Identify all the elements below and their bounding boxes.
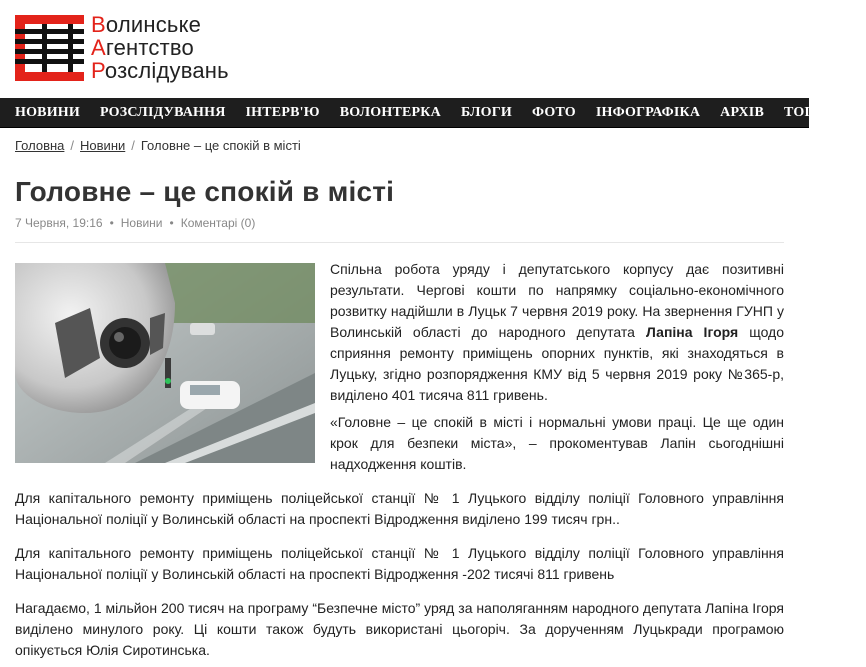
breadcrumb-separator: / — [131, 138, 135, 153]
meta-dot: • — [109, 216, 114, 230]
breadcrumb — [15, 138, 301, 153]
paragraph-text: щодо сприяння ремонту приміщень опорних пунктів, які знаходяться в Луцьку, згідно розпорядження КМУ від 5 червня 2019 року №365-р, виділено 401 тисяча 811 гривень. — [330, 324, 785, 403]
logo-word: озслідувань — [104, 58, 229, 83]
article-comments-link[interactable]: Коментарі (0) — [180, 216, 256, 230]
nav-item-infographics[interactable]: ІНФОГРАФІКА — [595, 105, 701, 120]
nav-item-truncated[interactable]: П — [854, 105, 866, 120]
article-title: Головне – це спокій в місті — [15, 176, 395, 207]
nav-item-interview[interactable]: ІНТЕРВ'Ю — [245, 105, 320, 120]
nav-item-news[interactable]: НОВИНИ — [15, 105, 80, 120]
breadcrumb-home-link[interactable]: Головна — [15, 138, 65, 153]
logo-letter: А — [91, 35, 106, 60]
nav-item-investigations[interactable]: РОЗСЛІДУВАННЯ — [100, 105, 226, 120]
article-photo — [15, 263, 315, 463]
meta-dot: • — [169, 216, 174, 230]
site-logo-text[interactable] — [91, 13, 229, 82]
logo-letter: Р — [91, 58, 105, 83]
paragraph-bold-name: Лапіна Ігоря — [645, 324, 739, 340]
article-meta — [15, 216, 255, 230]
logo-word: гентство — [105, 35, 194, 60]
paragraph-text: Спільна робота уряду і депутатського корпусу дає позитивні результати. Чергові кошти по напрямку соціально-економічного розвитку надійшли в Луцьк 7 червня 2019 року. На звернення ГУНП у Волинській області до народного депутата — [330, 261, 784, 340]
article-paragraph: Для капітального ремонту приміщень поліцейської станції № 1 Луцького відділу поліції Головного управління Національної поліції у Волинській області на проспекті Відродження -202 тисячі 811 гривень — [15, 545, 784, 582]
breadcrumb-current: Головне – це спокій в місті — [140, 138, 301, 153]
logo-letter: В — [91, 12, 106, 37]
surveillance-camera-photo — [15, 263, 315, 463]
site-header — [0, 0, 809, 98]
breadcrumb-separator: / — [70, 138, 75, 153]
article-paragraph: Нагадаємо, 1 мільйон 200 тисяч на програму “Безпечне місто” уряд за наполяганням народного депутата Лапіна Ігоря виділено минулого року. Ці кошти також будуть використані цьогоріч. За дорученням Луцькради програмою опікується Юлія Сиротинська. — [15, 600, 784, 658]
site-logo-icon[interactable] — [15, 15, 84, 81]
nav-item-archive[interactable]: АРХІВ — [720, 105, 764, 120]
breadcrumb-news-link[interactable]: Новини — [80, 138, 126, 153]
nav-item-top10[interactable]: ТОП-10 — [784, 105, 835, 120]
article-paragraph: «Головне – це спокій в місті і нормальні умови праці. Це ще один крок для безпеки міста», – прокоментував Лапін сьогоднішні надходження коштів. — [330, 414, 784, 472]
article-date: 7 Червня, 19:16 — [15, 216, 103, 230]
article-category-link[interactable]: Новини — [120, 216, 163, 230]
nav-item-volunteer[interactable]: ВОЛОНТЕРКА — [339, 105, 441, 120]
title-divider — [15, 242, 784, 243]
nav-item-photo[interactable]: ФОТО — [531, 105, 576, 120]
logo-word: олинське — [105, 12, 202, 37]
nav-item-blogs[interactable]: БЛОГИ — [460, 105, 512, 120]
article-paragraph — [330, 259, 784, 406]
main-nav — [0, 98, 866, 128]
article-paragraph: Для капітального ремонту приміщень поліцейської станції № 1 Луцького відділу поліції Головного управління Національної поліції у Волинській області на проспекті Відродження виділено 199 тисяч грн.. — [15, 490, 784, 527]
